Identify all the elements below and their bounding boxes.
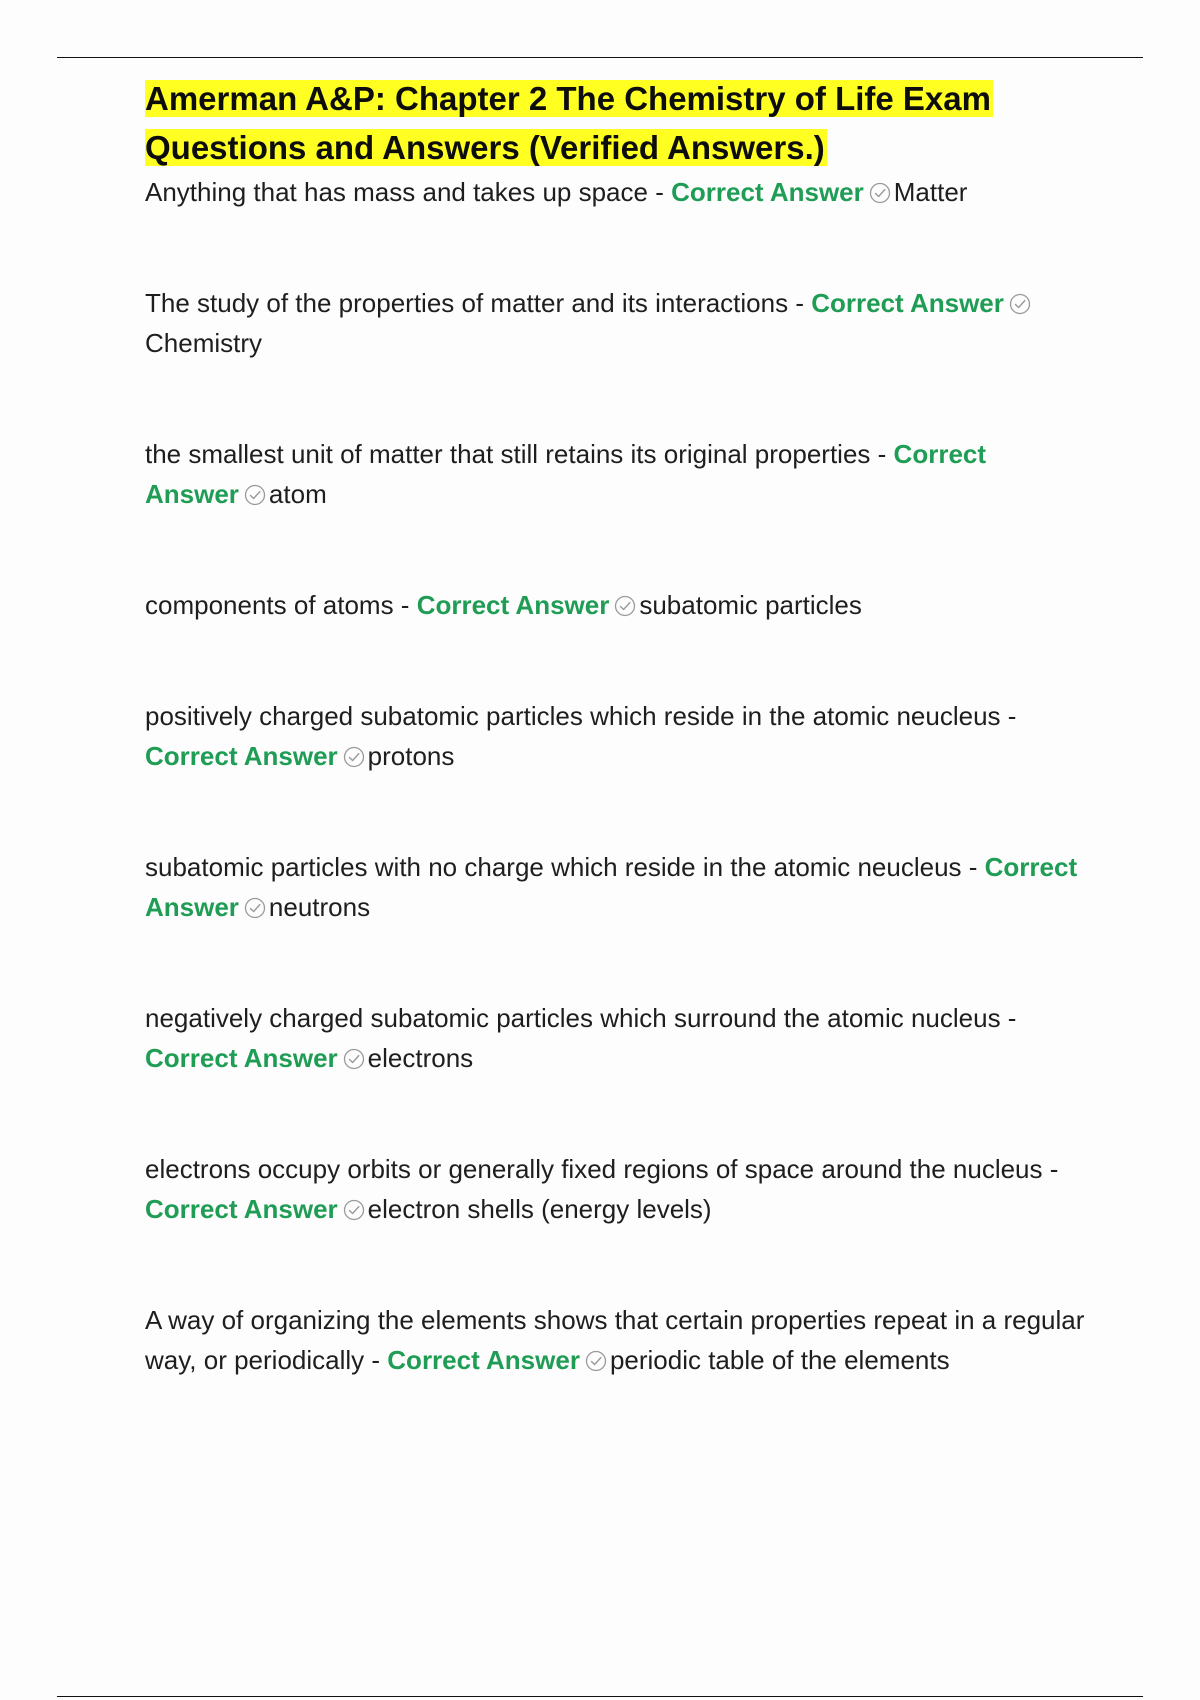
answer-text: atom — [268, 479, 327, 509]
check-circle-icon — [585, 1350, 607, 1372]
separator: - — [393, 590, 417, 620]
check-circle-icon — [869, 182, 891, 204]
question-text: The study of the properties of matter and its interactions — [145, 288, 789, 318]
correct-answer-label: Correct Answer — [145, 1194, 338, 1224]
question-text: subatomic particles with no charge which reside in the atomic neucleus — [145, 852, 962, 882]
question-text: electrons occupy orbits or generally fixed regions of space around the nucleus — [145, 1154, 1043, 1184]
check-circle-icon — [343, 746, 365, 768]
qa-item — [145, 585, 1085, 625]
qa-item — [145, 1149, 1085, 1229]
correct-answer-label: Correct Answer — [145, 1043, 338, 1073]
qa-item — [145, 1300, 1085, 1380]
correct-answer-label: Correct Answer — [671, 177, 864, 207]
top-rule — [57, 57, 1143, 58]
qa-item — [145, 172, 1085, 212]
question-text: positively charged subatomic particles which reside in the atomic neucleus — [145, 701, 1001, 731]
correct-answer-label: Correct Answer — [416, 590, 610, 620]
answer-text: electron shells (energy levels) — [367, 1194, 712, 1224]
qa-item — [145, 434, 1085, 514]
qa-item — [145, 847, 1085, 927]
correct-answer-label: Correct Answer — [387, 1345, 580, 1375]
check-circle-icon — [1009, 293, 1031, 315]
separator: - — [364, 1345, 388, 1375]
check-circle-icon — [244, 484, 266, 506]
answer-text: Matter — [893, 177, 968, 207]
document-body — [145, 74, 1085, 1380]
separator: - — [788, 288, 812, 318]
separator: - — [961, 852, 985, 882]
question-text: the smallest unit of matter that still retains its original properties — [145, 439, 871, 469]
question-text: negatively charged subatomic particles which surround the atomic nucleus — [145, 1003, 1001, 1033]
qa-item — [145, 696, 1085, 776]
correct-answer-label: Correct Answer — [145, 852, 1078, 922]
separator: - — [1000, 1003, 1017, 1033]
correct-answer-label: Correct Answer — [145, 439, 987, 509]
separator: - — [647, 177, 672, 207]
qa-list — [145, 172, 1085, 1380]
check-circle-icon — [343, 1048, 365, 1070]
answer-text: protons — [367, 741, 455, 771]
correct-answer-label: Correct Answer — [811, 288, 1004, 318]
title-highlight: Amerman A&P: Chapter 2 The Chemistry of Life Exam Questions and Answers (Verified Answers.) — [145, 80, 991, 166]
separator: - — [870, 439, 894, 469]
answer-text: Chemistry — [145, 328, 263, 358]
question-text: Anything that has mass and takes up space — [145, 177, 648, 207]
qa-item — [145, 998, 1085, 1078]
answer-text: periodic table of the elements — [609, 1345, 950, 1375]
bottom-rule — [57, 1696, 1143, 1697]
answer-text: subatomic particles — [639, 590, 862, 620]
separator: - — [1042, 1154, 1059, 1184]
check-circle-icon — [343, 1199, 365, 1221]
check-circle-icon — [614, 595, 636, 617]
question-text: components of atoms — [145, 590, 394, 620]
document-title — [145, 74, 1085, 172]
check-circle-icon — [244, 897, 266, 919]
answer-text: electrons — [367, 1043, 474, 1073]
separator: - — [1000, 701, 1017, 731]
answer-text: neutrons — [268, 892, 371, 922]
correct-answer-label: Correct Answer — [145, 741, 338, 771]
qa-item — [145, 283, 1085, 363]
question-text: A way of organizing the elements shows that certain properties repeat in a regular way, or periodically — [145, 1305, 1085, 1375]
